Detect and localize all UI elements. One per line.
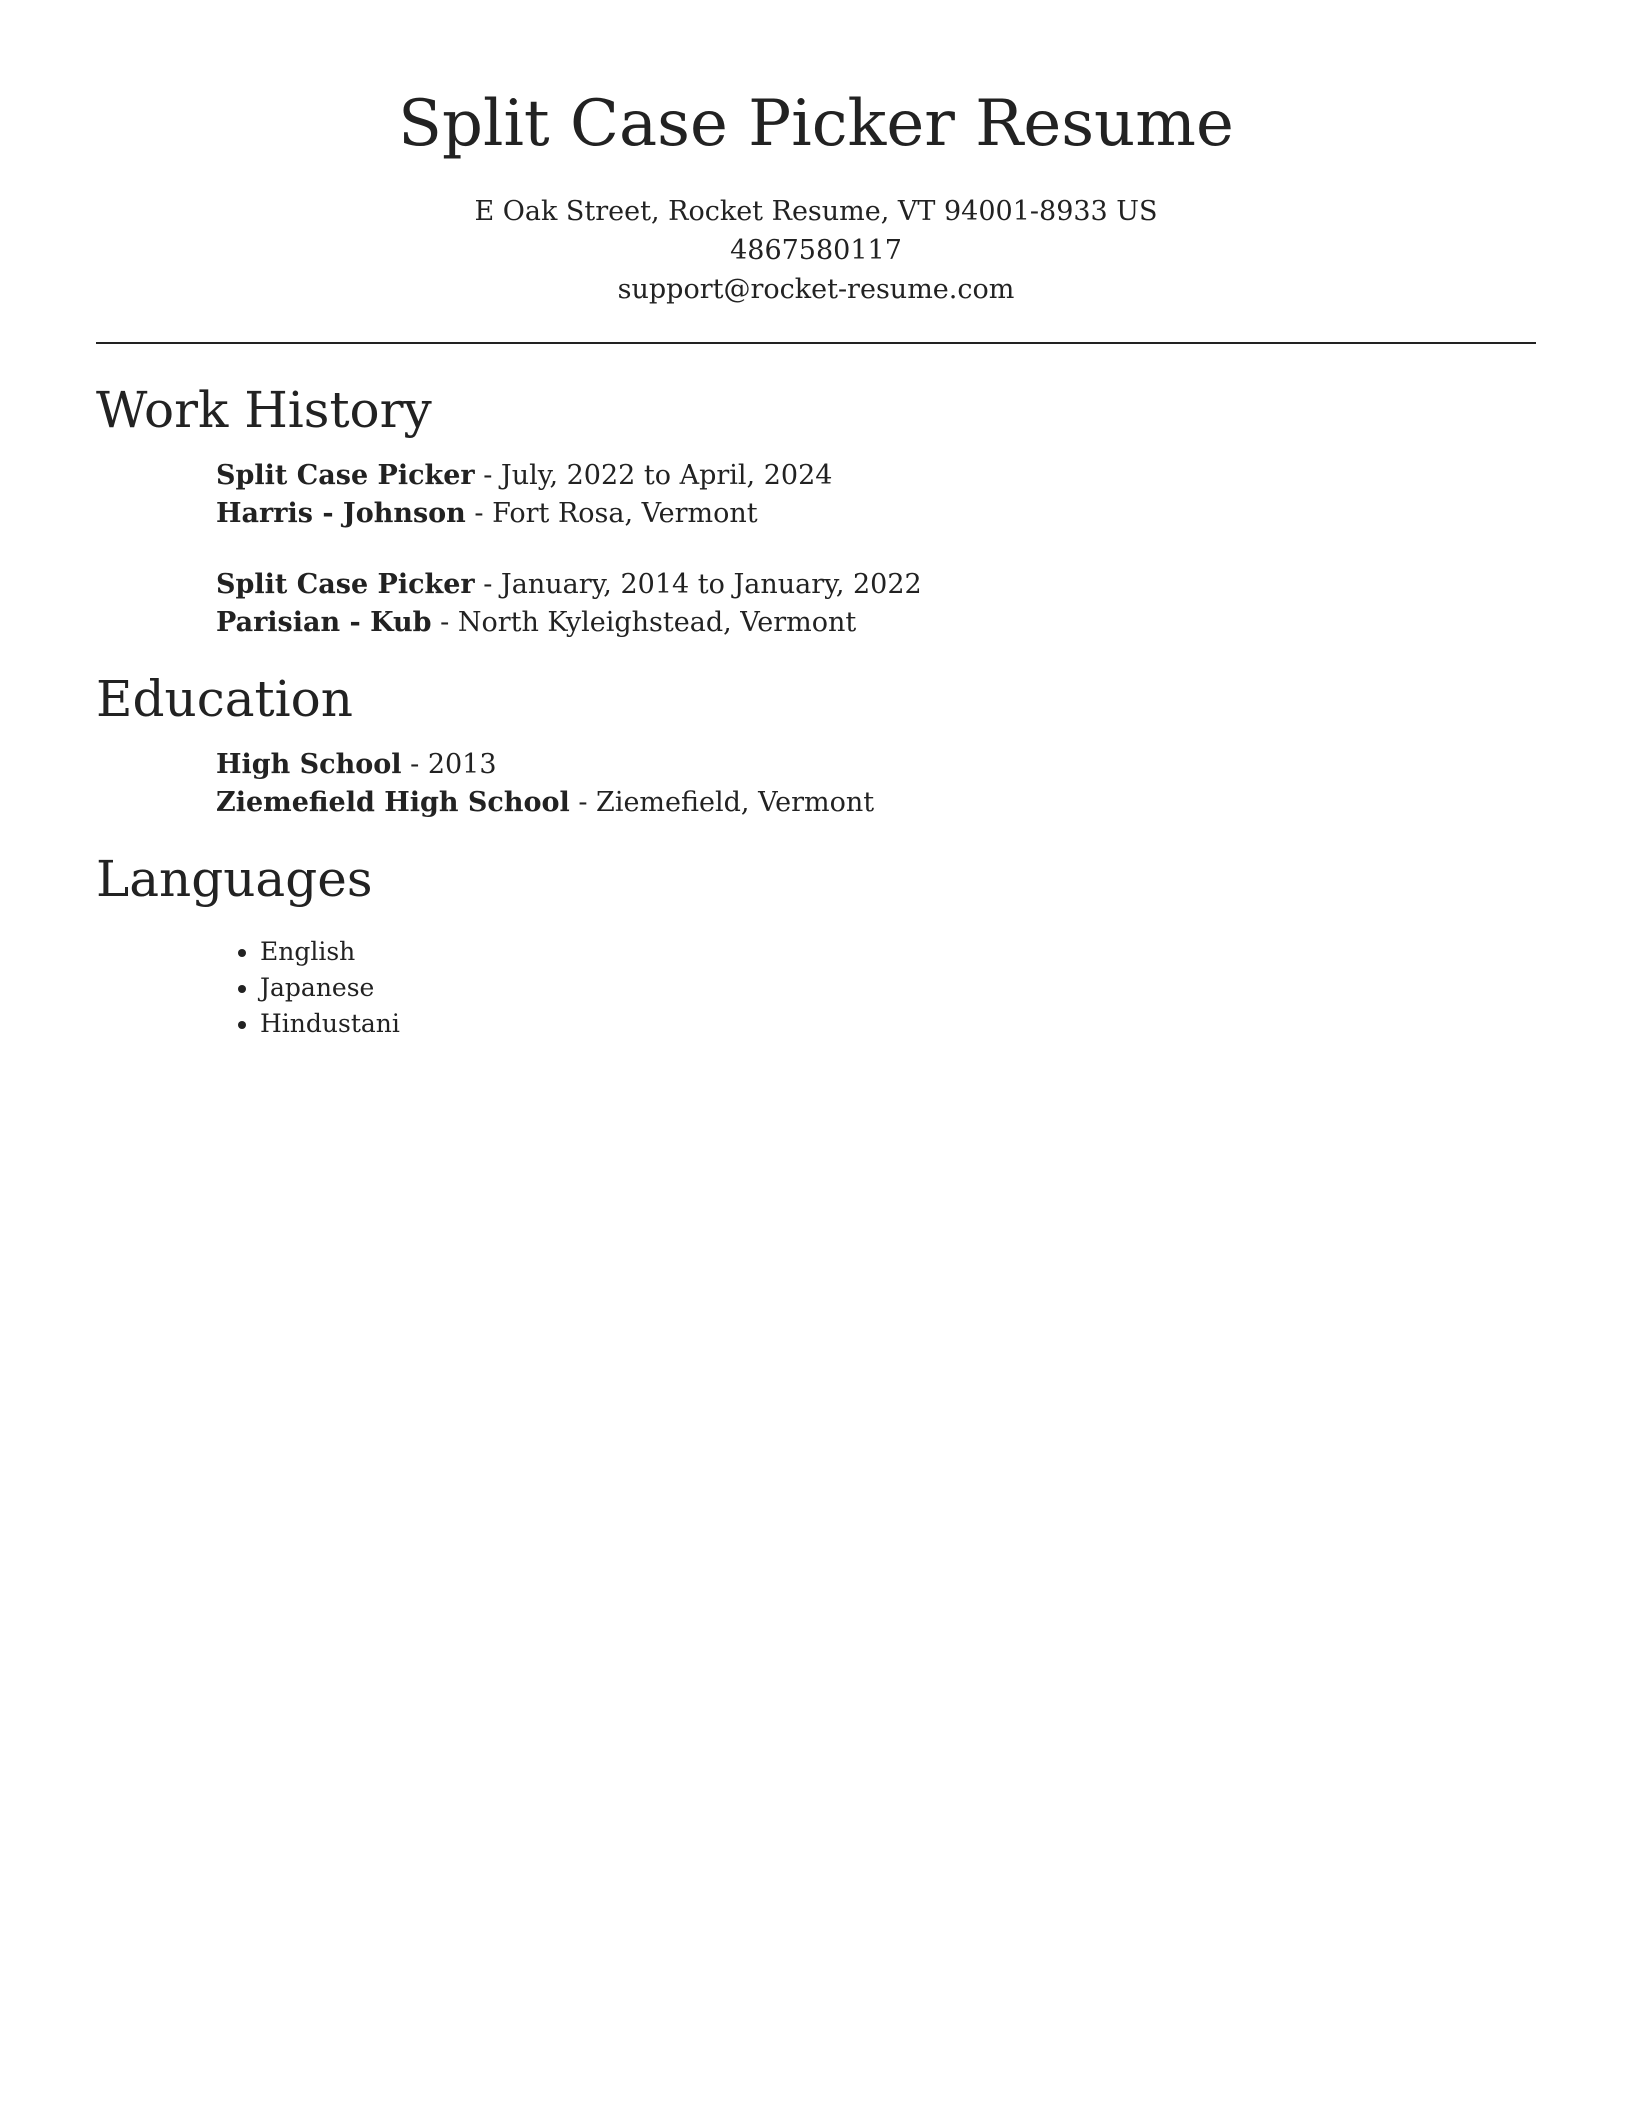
work-entry-title-line — [216, 566, 922, 604]
work-entry — [216, 457, 832, 533]
work-entry-employer: Harris - Johnson — [216, 498, 466, 529]
education-entry-year: - 2013 — [401, 749, 497, 780]
education-heading: Education — [96, 670, 353, 728]
education-entry-location: - Ziemefield, Vermont — [569, 787, 875, 818]
work-entry — [216, 566, 922, 642]
work-entry-employer: Parisian - Kub — [216, 607, 432, 638]
header-divider — [96, 342, 1536, 344]
work-entry-employer-line — [216, 604, 922, 642]
work-entry-title-line — [216, 457, 832, 495]
education-entry-school-line — [216, 784, 874, 822]
work-entry-title: Split Case Picker — [216, 460, 475, 491]
contact-phone: 4867580117 — [730, 235, 902, 266]
education-entry — [216, 746, 874, 822]
language-item: • Japanese — [260, 970, 400, 1006]
contact-email: support@rocket-resume.com — [617, 274, 1015, 305]
language-item: • English — [260, 934, 400, 970]
contact-block — [96, 192, 1536, 309]
work-entry-dates: - January, 2014 to January, 2022 — [474, 569, 922, 600]
language-item: • Hindustani — [260, 1006, 400, 1042]
education-entry-degree-line — [216, 746, 874, 784]
work-entry-dates: - July, 2022 to April, 2024 — [474, 460, 833, 491]
education-entry-school: Ziemefield High School — [216, 787, 570, 818]
work-entry-location: - Fort Rosa, Vermont — [465, 498, 758, 529]
resume-page — [96, 0, 1536, 2112]
education-entry-degree: High School — [216, 749, 402, 780]
work-entry-title: Split Case Picker — [216, 569, 475, 600]
languages-list — [216, 934, 400, 1042]
work-entry-location: - North Kyleighstead, Vermont — [431, 607, 857, 638]
contact-address: E Oak Street, Rocket Resume, VT 94001-8933 US — [474, 196, 1158, 227]
resume-title: Split Case Picker Resume — [398, 87, 1234, 161]
languages-heading: Languages — [96, 850, 373, 908]
work-entry-employer-line — [216, 495, 832, 533]
work-history-heading: Work History — [96, 381, 432, 439]
